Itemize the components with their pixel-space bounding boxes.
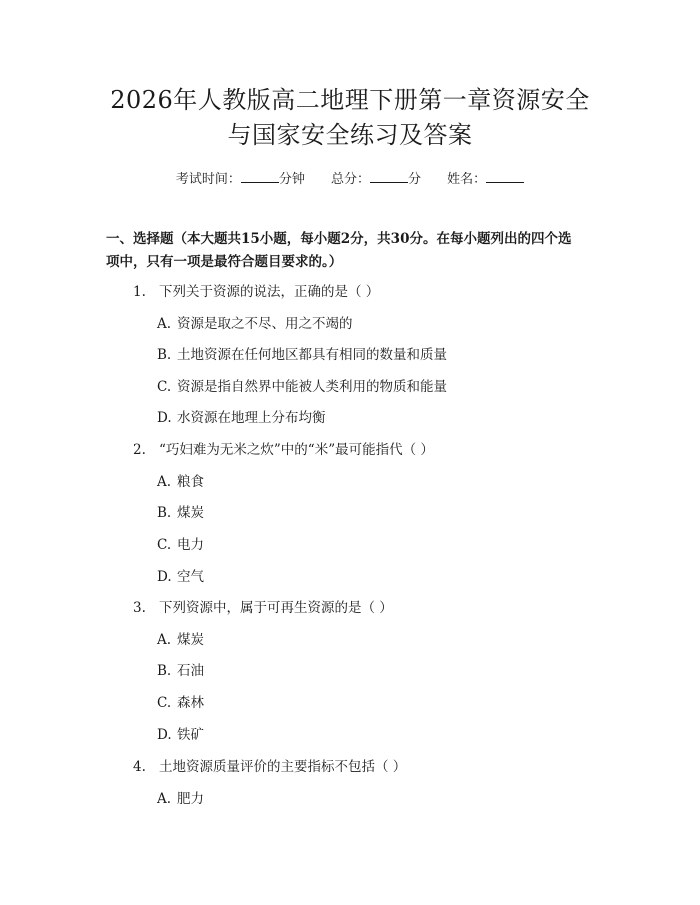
student-name-field [447, 168, 524, 187]
student-name-label: 姓名： [447, 172, 487, 187]
student-name-blank [486, 170, 524, 183]
option-text: 铁矿 [177, 727, 204, 743]
section-heading-line-1: 一、选择题（本大题共15小题，每小题2分，共30分。在每小题列出的四个选 [106, 231, 572, 247]
question-2-option-c [157, 535, 204, 555]
question-number: 3. [133, 600, 146, 616]
question-3-option-c [157, 693, 204, 713]
option-text: 土地资源在任何地区都具有相同的数量和质量 [177, 347, 447, 363]
total-score-field [331, 168, 421, 187]
question-4 [133, 757, 406, 777]
question-text: “巧妇难为无米之炊”中的“米”最可能指代（ ） [159, 442, 434, 458]
exam-time-field [176, 168, 305, 187]
option-letter: D. [157, 727, 172, 743]
question-text: 下列资源中，属于可再生资源的是（ ） [159, 600, 393, 616]
question-3 [133, 598, 393, 618]
question-2-option-d [157, 567, 204, 587]
question-1-option-d [157, 408, 326, 428]
page-title-line-1: 2026年人教版高二地理下册第一章资源安全 [110, 86, 590, 114]
option-text: 森林 [177, 695, 204, 711]
option-text: 水资源在地理上分布均衡 [177, 410, 326, 426]
option-letter: B. [157, 663, 172, 679]
total-score-label: 总分： [330, 172, 370, 187]
option-letter: B. [157, 347, 172, 363]
question-1 [133, 282, 379, 302]
exam-meta [0, 168, 700, 187]
option-letter: A. [157, 791, 172, 807]
question-1-option-c [157, 377, 447, 397]
option-letter: B. [157, 505, 172, 521]
question-3-option-b [157, 661, 204, 681]
question-number: 2. [133, 442, 146, 458]
option-text: 石油 [177, 663, 204, 679]
option-letter: A. [157, 632, 172, 648]
option-letter: C. [157, 379, 172, 395]
section-heading-line-2: 项中，只有一项是最符合题目要求的。） [106, 254, 343, 270]
question-1-option-a [157, 314, 353, 334]
option-text: 煤炭 [177, 632, 204, 648]
option-text: 资源是指自然界中能被人类利用的物质和能量 [177, 379, 447, 395]
option-text: 粮食 [177, 474, 204, 490]
question-text: 土地资源质量评价的主要指标不包括（ ） [159, 759, 407, 775]
option-text: 电力 [177, 537, 204, 553]
option-letter: C. [157, 537, 172, 553]
question-3-option-a [157, 630, 204, 650]
exam-time-unit: 分钟 [278, 172, 305, 187]
option-letter: C. [157, 695, 172, 711]
option-letter: D. [157, 410, 172, 426]
page-title-line-2: 与国家安全练习及答案 [227, 121, 473, 149]
question-2-option-a [157, 472, 204, 492]
question-text: 下列关于资源的说法，正确的是（ ） [159, 284, 380, 300]
option-letter: D. [157, 569, 172, 585]
total-score-blank [370, 170, 408, 183]
question-4-option-a [157, 789, 204, 809]
question-3-option-d [157, 725, 204, 745]
exam-time-label: 考试时间： [175, 172, 241, 187]
question-1-option-b [157, 345, 447, 365]
question-number: 1. [133, 284, 146, 300]
question-2 [133, 440, 434, 460]
exam-time-blank [241, 170, 279, 183]
option-text: 肥力 [177, 791, 204, 807]
total-score-unit: 分 [408, 172, 422, 187]
option-text: 资源是取之不尽、用之不竭的 [177, 316, 353, 332]
option-text: 煤炭 [177, 505, 204, 521]
option-letter: A. [157, 474, 172, 490]
option-letter: A. [157, 316, 172, 332]
question-2-option-b [157, 503, 204, 523]
question-number: 4. [133, 759, 146, 775]
option-text: 空气 [177, 569, 204, 585]
